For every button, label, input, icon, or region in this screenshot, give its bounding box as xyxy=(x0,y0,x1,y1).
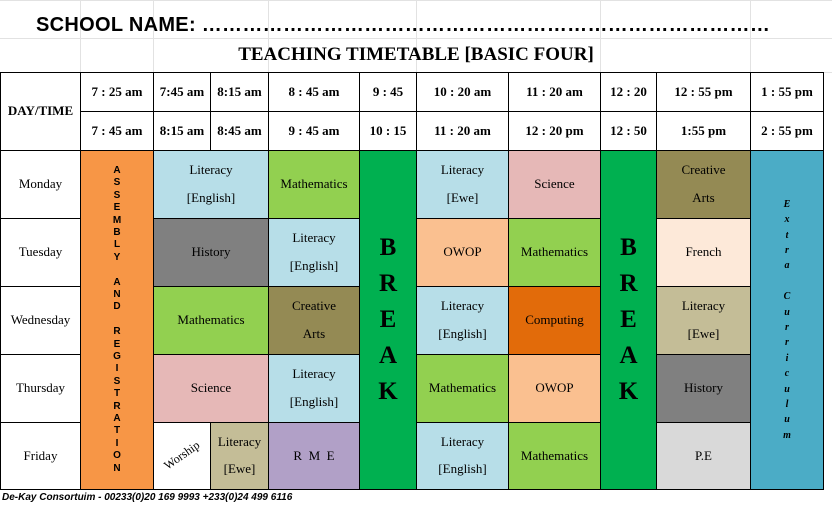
assembly-letter: B xyxy=(113,226,121,238)
mon-science: Science xyxy=(508,150,601,219)
time-end-9: 1:55 pm xyxy=(656,111,751,151)
extra-letter: r xyxy=(785,244,789,256)
assembly-letter: I xyxy=(115,437,119,449)
wed-s2-line2: Arts xyxy=(302,325,326,341)
fri-literacy-ewe xyxy=(210,422,269,490)
assembly-registration-column xyxy=(80,150,154,490)
mon-s3-line2: [Ewe] xyxy=(446,189,479,205)
mon-mathematics: Mathematics xyxy=(268,150,360,219)
extra-letter: C xyxy=(783,291,791,303)
time-start-4: 8 : 45 am xyxy=(268,72,360,112)
mon-creative-arts xyxy=(656,150,751,219)
break-column-morning xyxy=(359,150,417,490)
assembly-letter: T xyxy=(113,388,121,400)
assembly-letter: N xyxy=(113,462,121,474)
break-letter: K xyxy=(618,378,639,405)
fri-mathematics: Mathematics xyxy=(508,422,601,490)
thu-mathematics: Mathematics xyxy=(416,354,509,423)
assembly-letter: R xyxy=(113,326,121,338)
thu-science: Science xyxy=(153,354,269,423)
fri-rme: R M E xyxy=(268,422,360,490)
fri-s1b-line2: [Ewe] xyxy=(223,461,256,477)
assembly-letter: E xyxy=(113,202,121,214)
extra-letter: x xyxy=(784,214,790,226)
fri-worship-label: Worship xyxy=(160,438,203,473)
time-start-2: 7:45 am xyxy=(153,72,211,112)
thu-literacy-english xyxy=(268,354,360,423)
time-end-1: 7 : 45 am xyxy=(80,111,154,151)
wed-creative-arts xyxy=(268,286,360,355)
mon-s1-line2: [English] xyxy=(186,189,236,205)
break-letter: R xyxy=(378,270,398,297)
extra-letter: a xyxy=(784,260,790,272)
wed-s5-line2: [Ewe] xyxy=(687,325,720,341)
time-start-9: 12 : 55 pm xyxy=(656,72,751,112)
assembly-letter: A xyxy=(113,413,121,425)
wed-mathematics: Mathematics xyxy=(153,286,269,355)
footer-contact: De-Kay Consortuim - 00233(0)20 169 9993 +233(0)24 499 6116 xyxy=(2,492,293,503)
time-end-6: 11 : 20 am xyxy=(416,111,509,151)
timetable-title: TEACHING TIMETABLE [BASIC FOUR] xyxy=(238,44,594,65)
thu-owop: OWOP xyxy=(508,354,601,423)
assembly-letter: N xyxy=(113,288,121,300)
break-letter: A xyxy=(619,342,638,369)
thu-s2-line2: [English] xyxy=(289,393,339,409)
extra-letter: E xyxy=(783,198,791,210)
assembly-letter: M xyxy=(112,214,122,226)
time-start-5: 9 : 45 xyxy=(359,72,417,112)
break-letter: E xyxy=(620,306,637,333)
fri-s1b-line1: Literacy xyxy=(217,434,262,450)
assembly-letter: E xyxy=(113,338,121,350)
time-start-3: 8:15 am xyxy=(210,72,269,112)
tue-s2-line2: [English] xyxy=(289,257,339,273)
tue-mathematics: Mathematics xyxy=(508,218,601,287)
wed-literacy-english xyxy=(416,286,509,355)
assembly-letter: A xyxy=(113,276,121,288)
extra-letter xyxy=(786,274,789,289)
break-letter: E xyxy=(379,306,397,333)
extra-letter: i xyxy=(785,352,789,364)
fri-s3-line1: Literacy xyxy=(440,434,485,450)
assembly-letter: R xyxy=(113,400,121,412)
time-start-10: 1 : 55 pm xyxy=(750,72,824,112)
tue-french: French xyxy=(656,218,751,287)
thu-history: History xyxy=(656,354,751,423)
assembly-letter: Y xyxy=(113,251,121,263)
time-end-4: 9 : 45 am xyxy=(268,111,360,151)
extra-letter: u xyxy=(784,414,790,426)
assembly-letter: S xyxy=(113,189,121,201)
wed-computing: Computing xyxy=(508,286,601,355)
time-start-7: 11 : 20 am xyxy=(508,72,601,112)
time-end-7: 12 : 20 pm xyxy=(508,111,601,151)
time-end-3: 8:45 am xyxy=(210,111,269,151)
assembly-letter: S xyxy=(113,375,121,387)
assembly-letter: T xyxy=(113,425,121,437)
mon-s1-line1: Literacy xyxy=(189,162,233,178)
break-letter: R xyxy=(619,270,638,297)
thu-s2-line1: Literacy xyxy=(292,366,336,382)
mon-s5-line2: Arts xyxy=(692,189,715,205)
mon-literacy-english xyxy=(153,150,269,219)
day-wednesday: Wednesday xyxy=(0,286,81,355)
tue-literacy-english xyxy=(268,218,360,287)
day-friday: Friday xyxy=(0,422,81,490)
assembly-letter: D xyxy=(113,301,121,313)
time-end-10: 2 : 55 pm xyxy=(750,111,824,151)
extra-letter: u xyxy=(784,306,790,318)
time-start-1: 7 : 25 am xyxy=(80,72,154,112)
time-end-2: 8:15 am xyxy=(153,111,211,151)
day-monday: Monday xyxy=(0,150,81,219)
extra-letter: r xyxy=(785,322,789,333)
extra-letter: l xyxy=(785,399,789,411)
time-start-8: 12 : 20 xyxy=(600,72,657,112)
wed-s5-line1: Literacy xyxy=(681,298,726,314)
assembly-letter xyxy=(116,314,119,326)
tue-owop: OWOP xyxy=(416,218,509,287)
break-column-lunch xyxy=(600,150,657,490)
assembly-letter: I xyxy=(115,363,119,375)
extra-letter: r xyxy=(785,337,789,349)
time-end-5: 10 : 15 xyxy=(359,111,417,151)
assembly-letter: A xyxy=(113,164,121,176)
break-letter: B xyxy=(379,234,397,261)
fri-literacy-english xyxy=(416,422,509,490)
day-tuesday: Tuesday xyxy=(0,218,81,287)
time-start-6: 10 : 20 am xyxy=(416,72,509,112)
mon-literacy-ewe xyxy=(416,150,509,219)
mon-s5-line1: Creative xyxy=(681,162,726,178)
school-name-label: SCHOOL NAME: ………………………………………………………………………… xyxy=(36,14,771,36)
assembly-letter: O xyxy=(113,450,121,462)
extra-letter: m xyxy=(783,429,791,441)
time-end-8: 12 : 50 xyxy=(600,111,657,151)
tue-history: History xyxy=(153,218,269,287)
extra-letter: t xyxy=(785,229,789,241)
assembly-letter: S xyxy=(113,177,121,189)
extra-letter: c xyxy=(784,368,790,380)
fri-s3-line2: [English] xyxy=(438,461,487,477)
extra-letter: u xyxy=(784,383,790,395)
extra-curriculum-column xyxy=(750,150,824,490)
wed-literacy-ewe xyxy=(656,286,751,355)
assembly-letter: L xyxy=(113,239,121,251)
wed-s2-line1: Creative xyxy=(291,298,337,314)
wed-s3-line1: Literacy xyxy=(440,298,485,314)
fri-pe: P.E xyxy=(656,422,751,490)
fri-worship xyxy=(153,422,211,490)
assembly-letter xyxy=(116,264,119,276)
break-letter: B xyxy=(620,234,637,261)
assembly-letter: G xyxy=(113,351,121,363)
tue-s2-line1: Literacy xyxy=(292,230,336,246)
wed-s3-line2: [English] xyxy=(438,325,487,341)
break-letter: A xyxy=(378,342,398,369)
mon-s3-line1: Literacy xyxy=(440,162,485,178)
day-thursday: Thursday xyxy=(0,354,81,423)
day-time-header: DAY/TIME xyxy=(0,72,81,151)
break-letter: K xyxy=(378,378,398,405)
